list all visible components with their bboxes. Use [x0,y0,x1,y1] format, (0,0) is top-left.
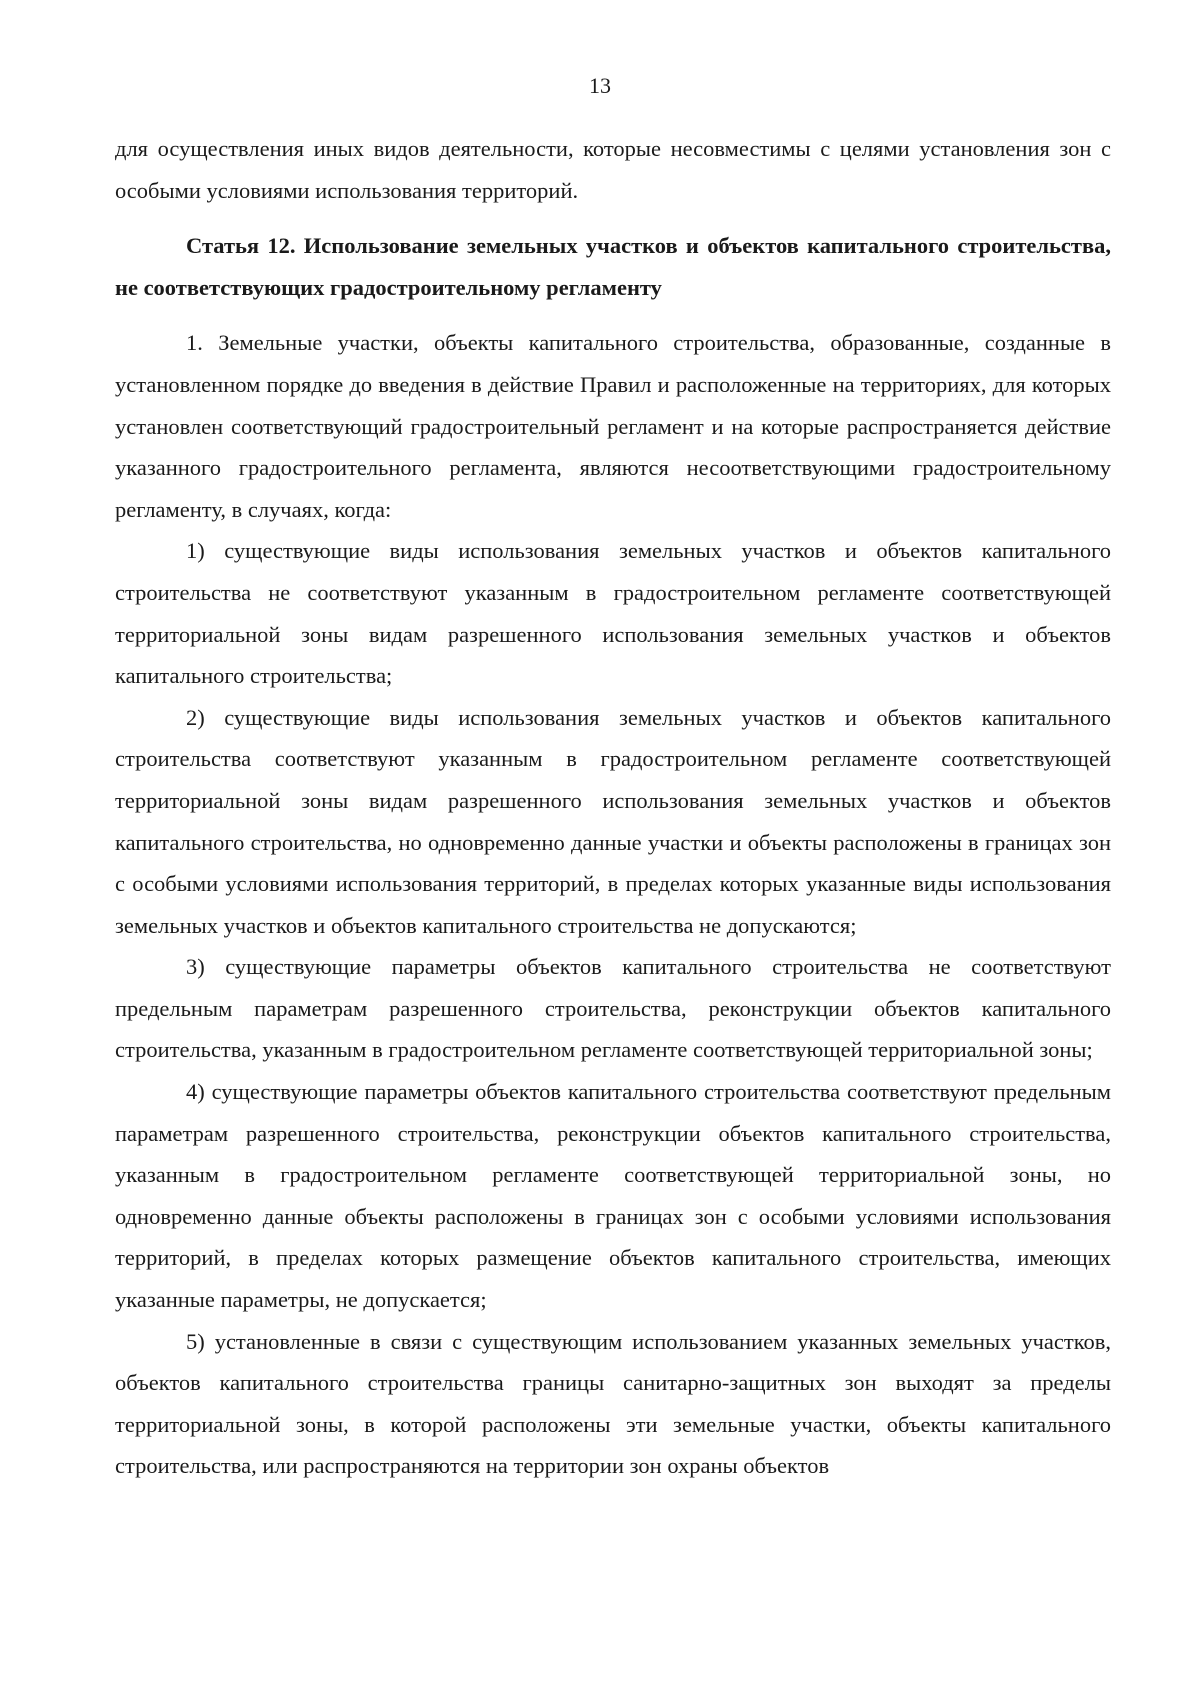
list-item-1: 1) существующие виды использования земельных участков и объектов капитального строительства не соответствуют указанным в градостроительном регламенте соответствующей территориальной зоны видам разрешенного использования земельных участков и объектов капитального строительства; [115,538,1111,689]
document-body [115,128,1111,1487]
list-item-4: 4) существующие параметры объектов капитального строительства соответствуют предельным параметрам разрешенного строительства, реконструкции объектов капитального строительства, указанным в градостроительном регламенте соответствующей территориальной зоны, но одновременно данные объекты расположены в границах зон с особыми условиями использования территорий, в пределах которых размещение объектов капитального строительства, имеющих указанные параметры, не допускается; [115,1079,1111,1313]
list-item-5: 5) установленные в связи с существующим использованием указанных земельных участков, объектов капитального строительства границы санитарно-защитных зон выходят за пределы территориальной зоны, в которой расположены эти земельные участки, объекты капитального строительства, или распространяются на территории зон охраны объектов [115,1328,1111,1479]
article-heading: Статья 12. Использование земельных участков и объектов капитального строительства, не соответствующих градостроительному регламенту [115,233,1111,300]
continuation-paragraph: для осуществления иных видов деятельности, которые несовместимы с целями установления зон с особыми условиями использования территорий. [115,136,1111,203]
article-paragraph-1: 1. Земельные участки, объекты капитального строительства, образованные, созданные в установленном порядке до введения в действие Правил и расположенные на территориях, для которых установлен соответствующий градостроительный регламент и на которые распространяется действие указанного градостроительного регламента, являются несоответствующими градостроительному регламенту, в случаях, когда: [115,330,1111,522]
list-item-3: 3) существующие параметры объектов капитального строительства не соответствуют предельным параметрам разрешенного строительства, реконструкции объектов капитального строительства, указанным в градостроительном регламенте соответствующей территориальной зоны; [115,954,1111,1063]
page-number: 13 [589,73,611,98]
list-item-2: 2) существующие виды использования земельных участков и объектов капитального строительства соответствуют указанным в градостроительном регламенте соответствующей территориальной зоны видам разрешенного использования земельных участков и объектов капитального строительства, но одновременно данные участки и объекты расположены в границах зон с особыми условиями использования территорий, в пределах которых указанные виды использования земельных участков и объектов капитального строительства не допускаются; [115,704,1111,938]
